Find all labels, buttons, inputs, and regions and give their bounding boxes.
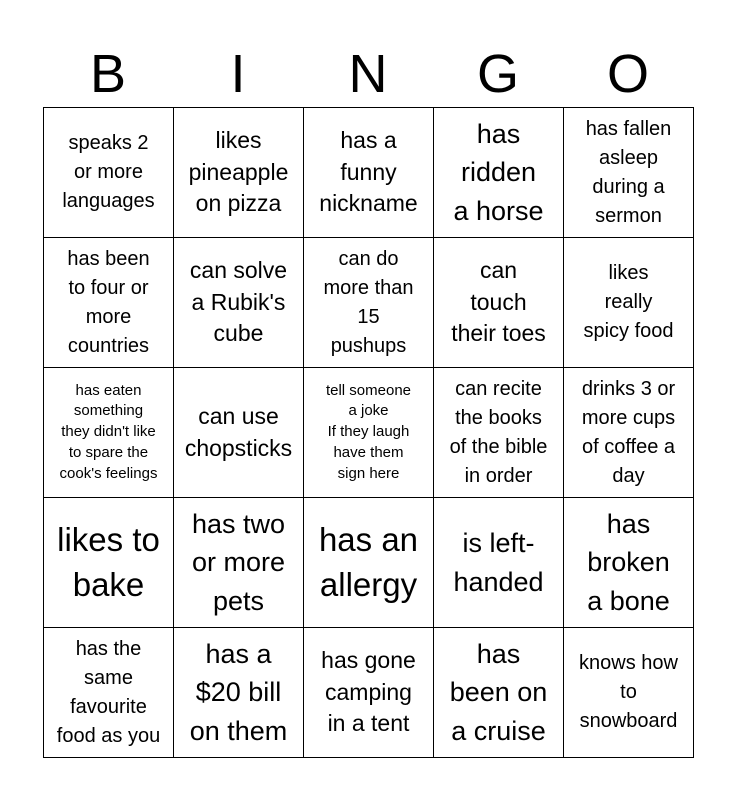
bingo-cell[interactable]: can solve a Rubik's cube xyxy=(174,238,304,368)
bingo-cell[interactable]: has gone camping in a tent xyxy=(304,628,434,758)
bingo-card xyxy=(43,107,694,758)
bingo-cell[interactable]: has eaten something they didn't like to spare the cook's feelings xyxy=(44,368,174,498)
bingo-cell[interactable]: has been to four or more countries xyxy=(44,238,174,368)
bingo-cell[interactable]: can recite the books of the bible in order xyxy=(434,368,564,498)
bingo-cell[interactable]: tell someone a joke If they laugh have them sign here xyxy=(304,368,434,498)
bingo-cell[interactable]: can use chopsticks xyxy=(174,368,304,498)
bingo-cell[interactable]: has ridden a horse xyxy=(434,108,564,238)
bingo-cell[interactable]: speaks 2 or more languages xyxy=(44,108,174,238)
header-letter-i: I xyxy=(230,44,246,104)
bingo-cell[interactable]: has been on a cruise xyxy=(434,628,564,758)
bingo-cell[interactable]: has an allergy xyxy=(304,498,434,628)
bingo-header xyxy=(43,40,693,108)
bingo-cell[interactable]: knows how to snowboard xyxy=(564,628,694,758)
header-letter-b: B xyxy=(89,44,127,104)
bingo-cell[interactable]: has two or more pets xyxy=(174,498,304,628)
header-letter-n: N xyxy=(348,44,388,104)
header-letter-g: G xyxy=(476,44,519,104)
bingo-cell[interactable]: likes to bake xyxy=(44,498,174,628)
bingo-cell[interactable]: has fallen asleep during a sermon xyxy=(564,108,694,238)
bingo-cell[interactable]: is left- handed xyxy=(434,498,564,628)
bingo-cell[interactable]: has the same favourite food as you xyxy=(44,628,174,758)
bingo-cell[interactable]: likes pineapple on pizza xyxy=(174,108,304,238)
bingo-cell[interactable]: has broken a bone xyxy=(564,498,694,628)
bingo-cell[interactable]: has a $20 bill on them xyxy=(174,628,304,758)
bingo-cell[interactable]: can do more than 15 pushups xyxy=(304,238,434,368)
bingo-cell[interactable]: has a funny nickname xyxy=(304,108,434,238)
bingo-cell[interactable]: can touch their toes xyxy=(434,238,564,368)
header-letter-o: O xyxy=(606,44,649,104)
bingo-cell[interactable]: likes really spicy food xyxy=(564,238,694,368)
bingo-cell[interactable]: drinks 3 or more cups of coffee a day xyxy=(564,368,694,498)
